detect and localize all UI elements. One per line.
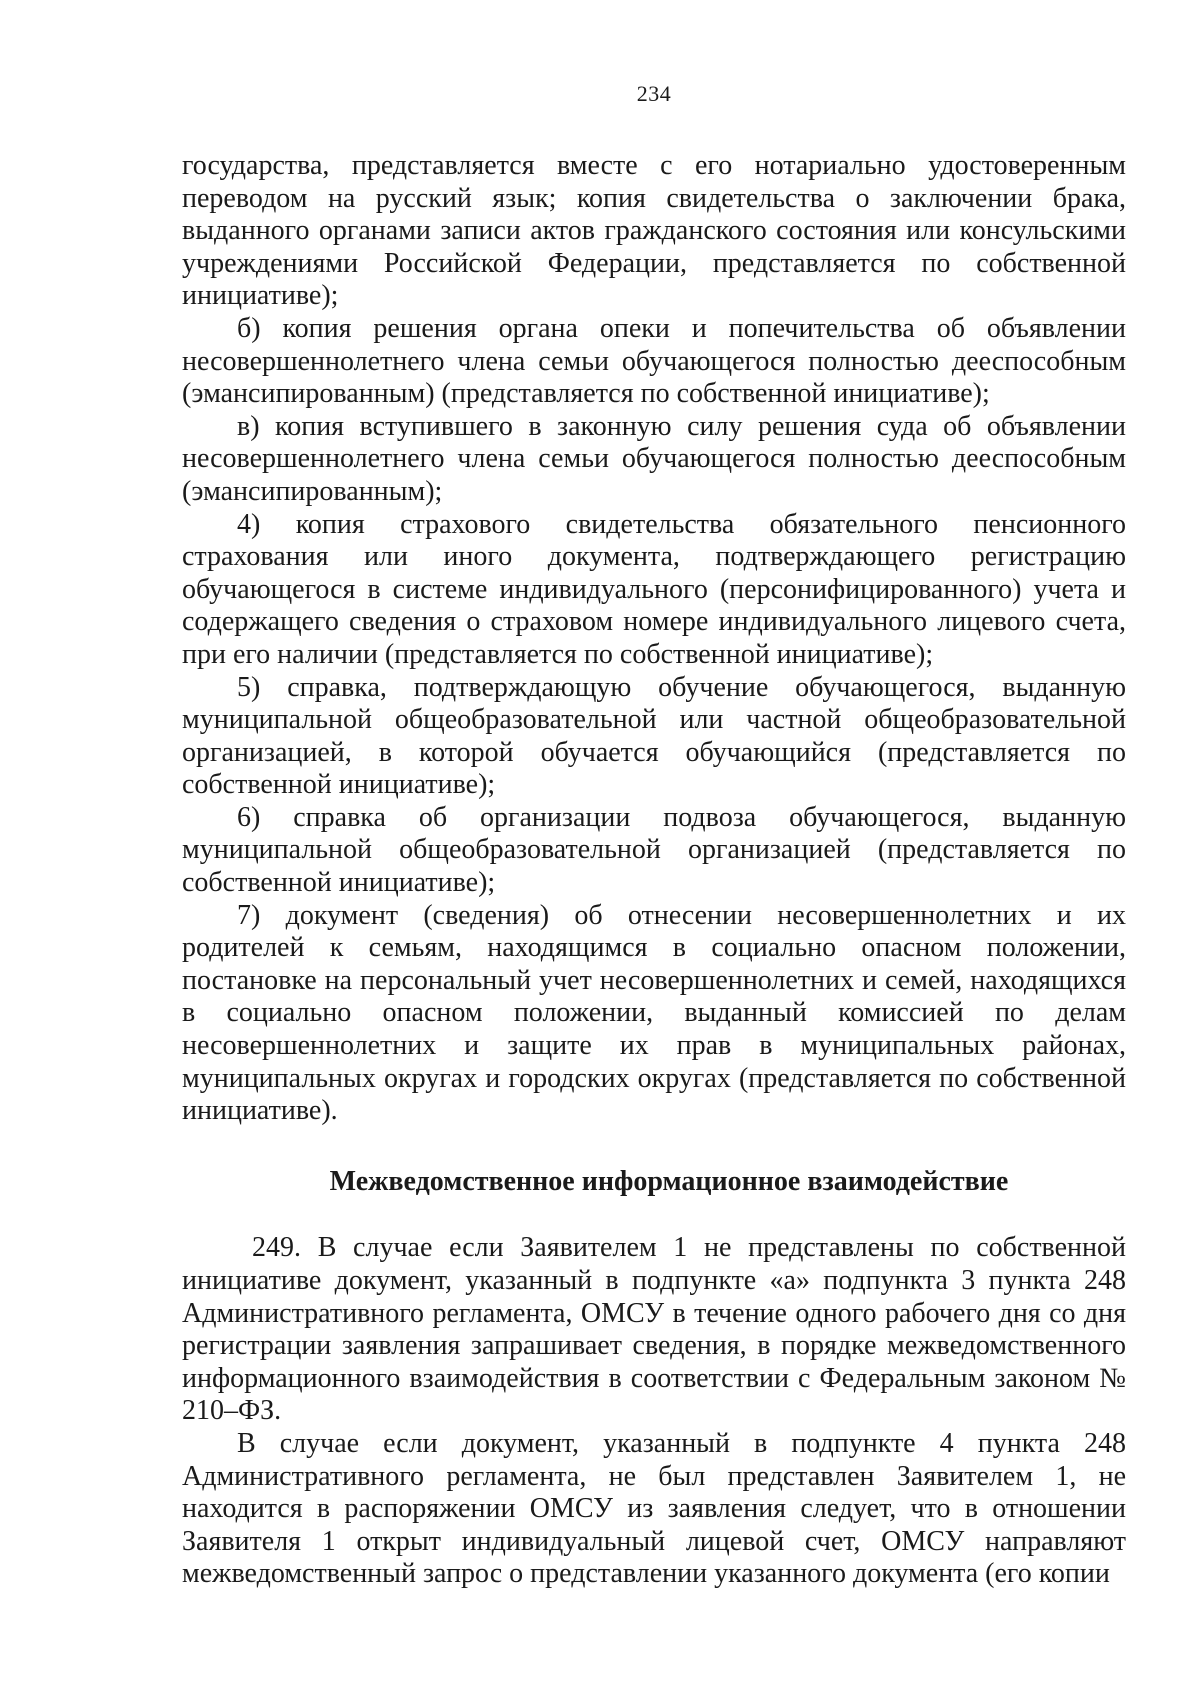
- paragraph-item-5: 5) справка, подтверждающую обучение обучающегося, выданную муниципальной общеобразовательной или частной общеобразовательной организацией, в которой обучается обучающийся (представляется по собственной инициативе);: [182, 671, 1126, 801]
- paragraph-249-continued: В случае если документ, указанный в подпункте 4 пункта 248 Административного регламента, не был представлен Заявителем 1, не находится в распоряжении ОМСУ из заявления следует, что в отношении Заявителя 1 открыт индивидуальный лицевой счет, ОМСУ направляют межведомственный запрос о представлении указанного документа (его копии: [182, 1427, 1126, 1590]
- paragraph-item-6: 6) справка об организации подвоза обучающегося, выданную муниципальной общеобразовательной организацией (представляется по собственной инициативе);: [182, 801, 1126, 899]
- paragraph-249: 249. В случае если Заявителем 1 не представлены по собственной инициативе документ, указанный в подпункте «а» подпункта 3 пункта 248 Административного регламента, ОМСУ в течение одного рабочего дня со дня регистрации заявления запрашивает сведения, в порядке межведомственного информационного взаимодействия в соответствии с Федеральным законом № 210–ФЗ.: [182, 1232, 1126, 1427]
- paragraph-item-b: б) копия решения органа опеки и попечительства об объявлении несовершеннолетнего члена семьи обучающегося полностью дееспособным (эмансипированным) (представляется по собственной инициативе);: [182, 312, 1126, 410]
- paragraph-item-7: 7) документ (сведения) об отнесении несовершеннолетних и их родителей к семьям, находящимся в социально опасном положении, постановке на персональный учет несовершеннолетних и семей, находящихся в социально опасном положении, выданный комиссией по делам несовершеннолетних и защите их прав в муниципальных районах, муниципальных округах и городских округах (представляется по собственной инициативе).: [182, 899, 1126, 1127]
- document-page: [182, 80, 1126, 1591]
- page-number: 234: [636, 81, 672, 106]
- section-heading: Межведомственное информационное взаимодействие: [329, 1165, 1009, 1197]
- paragraph-item-4: 4) копия страхового свидетельства обязательного пенсионного страхования или иного документа, подтверждающего регистрацию обучающегося в системе индивидуального (персонифицированного) учета и содержащего сведения о страховом номере индивидуального лицевого счета, при его наличии (представляется по собственной инициативе);: [182, 508, 1126, 670]
- paragraph-continuation: государства, представляется вместе с его нотариально удостоверенным переводом на русский язык; копия свидетельства о заключении брака, выданного органами записи актов гражданского состояния или консульскими учреждениями Российской Федерации, представляется по собственной инициативе);: [182, 150, 1126, 312]
- paragraph-item-v: в) копия вступившего в законную силу решения суда об объявлении несовершеннолетнего члена семьи обучающегося полностью дееспособным (эмансипированным);: [182, 410, 1126, 507]
